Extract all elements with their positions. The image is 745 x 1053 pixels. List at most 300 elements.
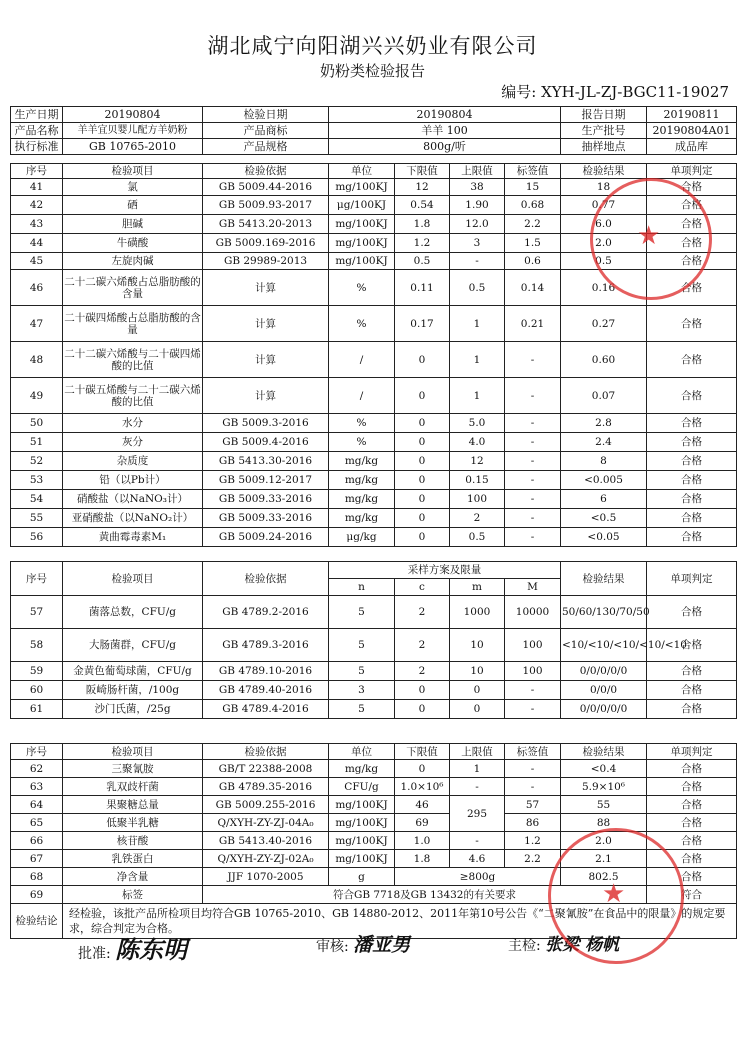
cell: 上限值 xyxy=(450,744,505,760)
t2-header-judge: 单项判定 xyxy=(647,562,737,596)
cell: 0.21 xyxy=(505,306,561,342)
cell: mg/100KJ xyxy=(329,796,395,814)
cell: - xyxy=(505,471,561,490)
cell: 乳双歧杆菌 xyxy=(63,778,203,796)
cell: 69 xyxy=(11,886,63,904)
cell: GB 5009.3-2016 xyxy=(203,414,329,433)
table-row xyxy=(11,378,737,414)
cell: 0.17 xyxy=(395,306,450,342)
cell: 86 xyxy=(505,814,561,832)
prod-date-label: 生产日期 xyxy=(11,107,63,123)
spec-label: 产品规格 xyxy=(203,139,329,155)
cell: mg/kg xyxy=(329,471,395,490)
t2-header-n: n xyxy=(329,579,395,596)
table-row xyxy=(11,744,737,760)
batch-label: 生产批号 xyxy=(561,123,647,139)
cell: - xyxy=(505,778,561,796)
cell: 合格 xyxy=(647,179,737,196)
cell: 计算 xyxy=(203,270,329,306)
table-row xyxy=(11,760,737,778)
cell: GB 4789.40-2016 xyxy=(203,681,329,700)
cell: 2.0 xyxy=(561,234,647,253)
cell: 1.5 xyxy=(505,234,561,253)
cell: 0 xyxy=(395,378,450,414)
report-subtitle: 奶粉类检验报告 xyxy=(319,62,425,80)
cell: 合格 xyxy=(647,850,737,868)
cell: 0.5 xyxy=(561,253,647,270)
cell: 53 xyxy=(11,471,63,490)
table-row xyxy=(11,596,737,629)
cell: 序号 xyxy=(11,744,63,760)
cell: 43 xyxy=(11,215,63,234)
cell: 合格 xyxy=(647,306,737,342)
cell: mg/kg xyxy=(329,509,395,528)
cell: 果聚糖总量 xyxy=(63,796,203,814)
cell: mg/100KJ xyxy=(329,253,395,270)
cell: - xyxy=(505,528,561,547)
cell: GB 4789.35-2016 xyxy=(203,778,329,796)
cell: 检验依据 xyxy=(203,164,329,179)
cell: 0 xyxy=(450,700,505,719)
cell: 大肠菌群，CFU/g xyxy=(63,629,203,662)
cell: 0.27 xyxy=(561,306,647,342)
cell: 63 xyxy=(11,778,63,796)
cell: 0.5 xyxy=(450,528,505,547)
cell: 2 xyxy=(395,629,450,662)
cell: 合格 xyxy=(647,452,737,471)
cell: 合格 xyxy=(647,681,737,700)
cell: mg/kg xyxy=(329,760,395,778)
cell: 计算 xyxy=(203,342,329,378)
cell: 55 xyxy=(11,509,63,528)
cell: 1 xyxy=(450,378,505,414)
table-row xyxy=(11,164,737,179)
cell: 61 xyxy=(11,700,63,719)
cell: 0 xyxy=(395,452,450,471)
table-row xyxy=(11,850,737,868)
table-row xyxy=(11,528,737,547)
cell: 0/0/0/0/0 xyxy=(561,662,647,681)
cell: 0 xyxy=(395,433,450,452)
cell: 检验项目 xyxy=(63,164,203,179)
cell: % xyxy=(329,414,395,433)
t2-header-M: M xyxy=(505,579,561,596)
test-date-label: 检验日期 xyxy=(203,107,329,123)
cell: 杂质度 xyxy=(63,452,203,471)
table-row xyxy=(11,342,737,378)
t2-header-m: m xyxy=(450,579,505,596)
cell: g xyxy=(329,868,395,886)
cell: mg/100KJ xyxy=(329,832,395,850)
cell: 硝酸盐（以NaNO₃计） xyxy=(63,490,203,509)
conclusion-text: 经检验，该批产品所检项目均符合GB 10765-2010、GB 14880-2012、2011年第10号公告《“二聚氰胺”在食品中的限量》的规定要求，综合判定为合格。 xyxy=(63,904,737,939)
cell: 合格 xyxy=(647,378,737,414)
cell: 10 xyxy=(450,662,505,681)
cell: 合格 xyxy=(647,270,737,306)
cell: 0 xyxy=(395,700,450,719)
cell: 下限值 xyxy=(395,164,450,179)
cell: 合格 xyxy=(647,662,737,681)
cell: 1 xyxy=(450,306,505,342)
cell: 胆碱 xyxy=(63,215,203,234)
cell: 合格 xyxy=(647,196,737,215)
cell: 2 xyxy=(395,596,450,629)
cell: <0.005 xyxy=(561,471,647,490)
cell: 0 xyxy=(395,471,450,490)
cell: - xyxy=(450,832,505,850)
table-row xyxy=(11,471,737,490)
cell: 合格 xyxy=(647,234,737,253)
cell: 2.2 xyxy=(505,215,561,234)
test-date: 20190804 xyxy=(329,107,561,123)
cell: 2.1 xyxy=(561,850,647,868)
cell: 1 xyxy=(450,342,505,378)
cell: 计算 xyxy=(203,378,329,414)
cell: 合格 xyxy=(647,509,737,528)
cell: 合格 xyxy=(647,471,737,490)
seal-star-icon: ★ xyxy=(637,221,661,251)
cell: 2 xyxy=(450,509,505,528)
approve-label: 批准: xyxy=(78,946,111,962)
product-name: 羊羊宜贝婴儿配方羊奶粉 xyxy=(63,123,203,139)
cell: 1000 xyxy=(450,596,505,629)
micro-table xyxy=(10,561,737,719)
approve-signature xyxy=(78,930,187,965)
cell: 38 xyxy=(450,179,505,196)
cell: 5 xyxy=(329,662,395,681)
cell: 乳铁蛋白 xyxy=(63,850,203,868)
cell: 三聚氰胺 xyxy=(63,760,203,778)
cell: GB 5009.12-2017 xyxy=(203,471,329,490)
table-row xyxy=(11,414,737,433)
cell: mg/100KJ xyxy=(329,814,395,832)
cell: GB 4789.3-2016 xyxy=(203,629,329,662)
cell: 标签 xyxy=(63,886,203,904)
table-row xyxy=(11,270,737,306)
cell: 0.77 xyxy=(561,196,647,215)
cell: 核苷酸 xyxy=(63,832,203,850)
spec: 800g/听 xyxy=(329,139,561,155)
cell: 52 xyxy=(11,452,63,471)
cell: 100 xyxy=(450,490,505,509)
cell: 灰分 xyxy=(63,433,203,452)
cell: 合格 xyxy=(647,700,737,719)
cell: GB 5009.169-2016 xyxy=(203,234,329,253)
cell: 水分 xyxy=(63,414,203,433)
cell: 58 xyxy=(11,629,63,662)
cell: 1.8 xyxy=(395,850,450,868)
cell: 合格 xyxy=(647,433,737,452)
t2-header-c: c xyxy=(395,579,450,596)
cell: 合格 xyxy=(647,629,737,662)
report-date-label: 报告日期 xyxy=(561,107,647,123)
cell: 57 xyxy=(505,796,561,814)
cell: 66 xyxy=(11,832,63,850)
inspect-sig: 张梁 杨帆 xyxy=(545,935,620,955)
cell: 0.5 xyxy=(450,270,505,306)
cell: 3 xyxy=(450,234,505,253)
sample-label: 抽样地点 xyxy=(561,139,647,155)
cell: 金黄色葡萄球菌，CFU/g xyxy=(63,662,203,681)
t2-header-no: 序号 xyxy=(11,562,63,596)
table-row xyxy=(11,179,737,196)
cell: 48 xyxy=(11,342,63,378)
cell: 0/0/0/0/0 xyxy=(561,700,647,719)
cell: % xyxy=(329,306,395,342)
cell: 阪崎肠杆菌，/100g xyxy=(63,681,203,700)
cell: 1.90 xyxy=(450,196,505,215)
cell: <0.4 xyxy=(561,760,647,778)
cell: 45 xyxy=(11,253,63,270)
cell: 0.68 xyxy=(505,196,561,215)
cell: 单位 xyxy=(329,744,395,760)
cell: 铅（以Pb计） xyxy=(63,471,203,490)
cell: 0.5 xyxy=(395,253,450,270)
cell: 5.0 xyxy=(450,414,505,433)
sample: 成品库 xyxy=(647,139,737,155)
cell: 合格 xyxy=(647,778,737,796)
inspect-label: 主检: xyxy=(508,938,541,954)
cell: 合格 xyxy=(647,596,737,629)
cell: 49 xyxy=(11,378,63,414)
table-row xyxy=(11,662,737,681)
cell: 12 xyxy=(450,452,505,471)
cell: 标签值 xyxy=(505,164,561,179)
cell: 0.11 xyxy=(395,270,450,306)
cell: 下限值 xyxy=(395,744,450,760)
cell: 检验项目 xyxy=(63,744,203,760)
cell: 2.8 xyxy=(561,414,647,433)
cell: - xyxy=(505,342,561,378)
cell: 50 xyxy=(11,414,63,433)
inspect-signature xyxy=(508,930,619,955)
cell: mg/100KJ xyxy=(329,179,395,196)
cell: 左旋肉碱 xyxy=(63,253,203,270)
cell: 15 xyxy=(505,179,561,196)
cell: 氯 xyxy=(63,179,203,196)
brand-label: 产品商标 xyxy=(203,123,329,139)
cell: GB 5009.4-2016 xyxy=(203,433,329,452)
cell: 4.6 xyxy=(450,850,505,868)
report-date: 20190811 xyxy=(647,107,737,123)
review-label: 审核: xyxy=(316,939,349,955)
brand: 羊羊 100 xyxy=(329,123,561,139)
standard: GB 10765-2010 xyxy=(63,139,203,155)
review-sig: 潘亚男 xyxy=(353,934,411,956)
cell: mg/kg xyxy=(329,452,395,471)
cell: 12.0 xyxy=(450,215,505,234)
table-row xyxy=(11,681,737,700)
cell: 亚硝酸盐（以NaNO₂计） xyxy=(63,509,203,528)
cell: 41 xyxy=(11,179,63,196)
cell: - xyxy=(505,681,561,700)
cell: 合格 xyxy=(647,215,737,234)
cell: 0.54 xyxy=(395,196,450,215)
cell: 合格 xyxy=(647,528,737,547)
cell: 64 xyxy=(11,796,63,814)
cell: GB 5009.44-2016 xyxy=(203,179,329,196)
cell: 10000 xyxy=(505,596,561,629)
table-row xyxy=(11,778,737,796)
cell: 二十二碳六烯酸占总脂肪酸的含量 xyxy=(63,270,203,306)
cell: ≥800g xyxy=(395,868,561,886)
t2-header-item: 检验项目 xyxy=(63,562,203,596)
cell: Q/XYH-ZY-ZJ-02A₀ xyxy=(203,850,329,868)
cell: 88 xyxy=(561,814,647,832)
cell: % xyxy=(329,270,395,306)
cell: 菌落总数，CFU/g xyxy=(63,596,203,629)
cell: 0 xyxy=(395,681,450,700)
standard-label: 执行标准 xyxy=(11,139,63,155)
cell: 56 xyxy=(11,528,63,547)
cell: 54 xyxy=(11,490,63,509)
cell: 55 xyxy=(561,796,647,814)
table-row xyxy=(11,253,737,270)
cell: 检验结果 xyxy=(561,744,647,760)
batch: 20190804A01 xyxy=(647,123,737,139)
cell: 5 xyxy=(329,700,395,719)
cell: / xyxy=(329,342,395,378)
cell: 0.14 xyxy=(505,270,561,306)
cell: 低聚半乳糖 xyxy=(63,814,203,832)
seal-star-icon: ★ xyxy=(602,879,626,909)
cell: 单项判定 xyxy=(647,744,737,760)
cell: 合格 xyxy=(647,342,737,378)
cell: GB 4789.2-2016 xyxy=(203,596,329,629)
cell: 0 xyxy=(395,528,450,547)
cell: 8 xyxy=(561,452,647,471)
table-row xyxy=(11,234,737,253)
table-row xyxy=(11,629,737,662)
cell: GB 4789.10-2016 xyxy=(203,662,329,681)
cell: GB 4789.4-2016 xyxy=(203,700,329,719)
cell: 0.15 xyxy=(450,471,505,490)
cell: 1 xyxy=(450,760,505,778)
cell: 二十碳五烯酸与二十二碳六烯酸的比值 xyxy=(63,378,203,414)
cell: - xyxy=(505,414,561,433)
cell: 二十碳四烯酸占总脂肪酸的含量 xyxy=(63,306,203,342)
cell: 47 xyxy=(11,306,63,342)
cell: 5 xyxy=(329,629,395,662)
cell: 合格 xyxy=(647,760,737,778)
cell: 2.0 xyxy=(561,832,647,850)
cell: 沙门氏菌，/25g xyxy=(63,700,203,719)
cell: / xyxy=(329,378,395,414)
cell: GB 5413.20-2013 xyxy=(203,215,329,234)
cell: 0 xyxy=(450,681,505,700)
table-row xyxy=(11,196,737,215)
cell: - xyxy=(505,490,561,509)
cell: 标签值 xyxy=(505,744,561,760)
table-row xyxy=(11,490,737,509)
cell: 合格 xyxy=(647,796,737,814)
cell: GB 5413.30-2016 xyxy=(203,452,329,471)
cell: mg/100KJ xyxy=(329,234,395,253)
cell: 1.8 xyxy=(395,215,450,234)
cell: 68 xyxy=(11,868,63,886)
cell: 0 xyxy=(395,490,450,509)
table-row xyxy=(11,452,737,471)
cell: μg/kg xyxy=(329,528,395,547)
cell: - xyxy=(505,452,561,471)
cell: mg/100KJ xyxy=(329,215,395,234)
cell: 50/60/130/70/50 xyxy=(561,596,647,629)
cell: GB 5009.24-2016 xyxy=(203,528,329,547)
cell: - xyxy=(450,778,505,796)
cell: 符合 xyxy=(647,886,737,904)
cell: 净含量 xyxy=(63,868,203,886)
cell: 802.5 xyxy=(561,868,647,886)
cell: - xyxy=(450,253,505,270)
report-number: 编号: XYH-JL-ZJ-BGC11-19027 xyxy=(501,83,729,101)
cell: 0.60 xyxy=(561,342,647,378)
cell: 59 xyxy=(11,662,63,681)
table-row xyxy=(11,509,737,528)
t2-header-plan: 采样方案及限量 xyxy=(329,562,561,579)
cell: 1.0 xyxy=(395,832,450,850)
table-row xyxy=(11,215,737,234)
t2-header-result: 检验结果 xyxy=(561,562,647,596)
cell: 0/0/0 xyxy=(561,681,647,700)
table-row xyxy=(11,433,737,452)
cell: 0 xyxy=(395,342,450,378)
cell: 46 xyxy=(11,270,63,306)
cell: 合格 xyxy=(647,253,737,270)
cell: <0.5 xyxy=(561,509,647,528)
cell: 2.4 xyxy=(561,433,647,452)
cell: 100 xyxy=(505,662,561,681)
cell: 10 xyxy=(450,629,505,662)
table-row xyxy=(11,700,737,719)
cell: 6.0 xyxy=(561,215,647,234)
company-name: 湖北咸宁向阳湖兴兴奶业有限公司 xyxy=(207,34,538,58)
cell: GB/T 22388-2008 xyxy=(203,760,329,778)
physchem-table xyxy=(10,163,737,547)
approve-sig: 陈东明 xyxy=(115,936,188,964)
cell: CFU/g xyxy=(329,778,395,796)
cell: 黄曲霉毒素M₁ xyxy=(63,528,203,547)
cell: 合格 xyxy=(647,832,737,850)
cell: μg/100KJ xyxy=(329,196,395,215)
cell: - xyxy=(505,700,561,719)
cell: 0.6 xyxy=(505,253,561,270)
review-signature xyxy=(316,930,410,957)
cell: 0.07 xyxy=(561,378,647,414)
cell: 检验结果 xyxy=(561,164,647,179)
cell: 0 xyxy=(395,509,450,528)
cell: 60 xyxy=(11,681,63,700)
cell-upper-merged: 295 xyxy=(450,796,505,832)
cell: 二十二碳六烯酸与二十碳四烯酸的比值 xyxy=(63,342,203,378)
prod-date: 20190804 xyxy=(63,107,203,123)
other-table xyxy=(10,743,737,939)
cell: 检验依据 xyxy=(203,744,329,760)
cell: Q/XYH-ZY-ZJ-04A₀ xyxy=(203,814,329,832)
cell: 合格 xyxy=(647,414,737,433)
product-info-table xyxy=(10,106,737,155)
cell: GB 5413.40-2016 xyxy=(203,832,329,850)
cell: GB 5009.33-2016 xyxy=(203,509,329,528)
cell: <10/<10/<10/<10/<10 xyxy=(561,629,647,662)
cell: mg/100KJ xyxy=(329,850,395,868)
cell: 1.2 xyxy=(395,234,450,253)
table-row xyxy=(11,832,737,850)
cell: 5 xyxy=(329,596,395,629)
cell: 3 xyxy=(329,681,395,700)
cell: JJF 1070-2005 xyxy=(203,868,329,886)
cell: % xyxy=(329,433,395,452)
cell: <0.05 xyxy=(561,528,647,547)
